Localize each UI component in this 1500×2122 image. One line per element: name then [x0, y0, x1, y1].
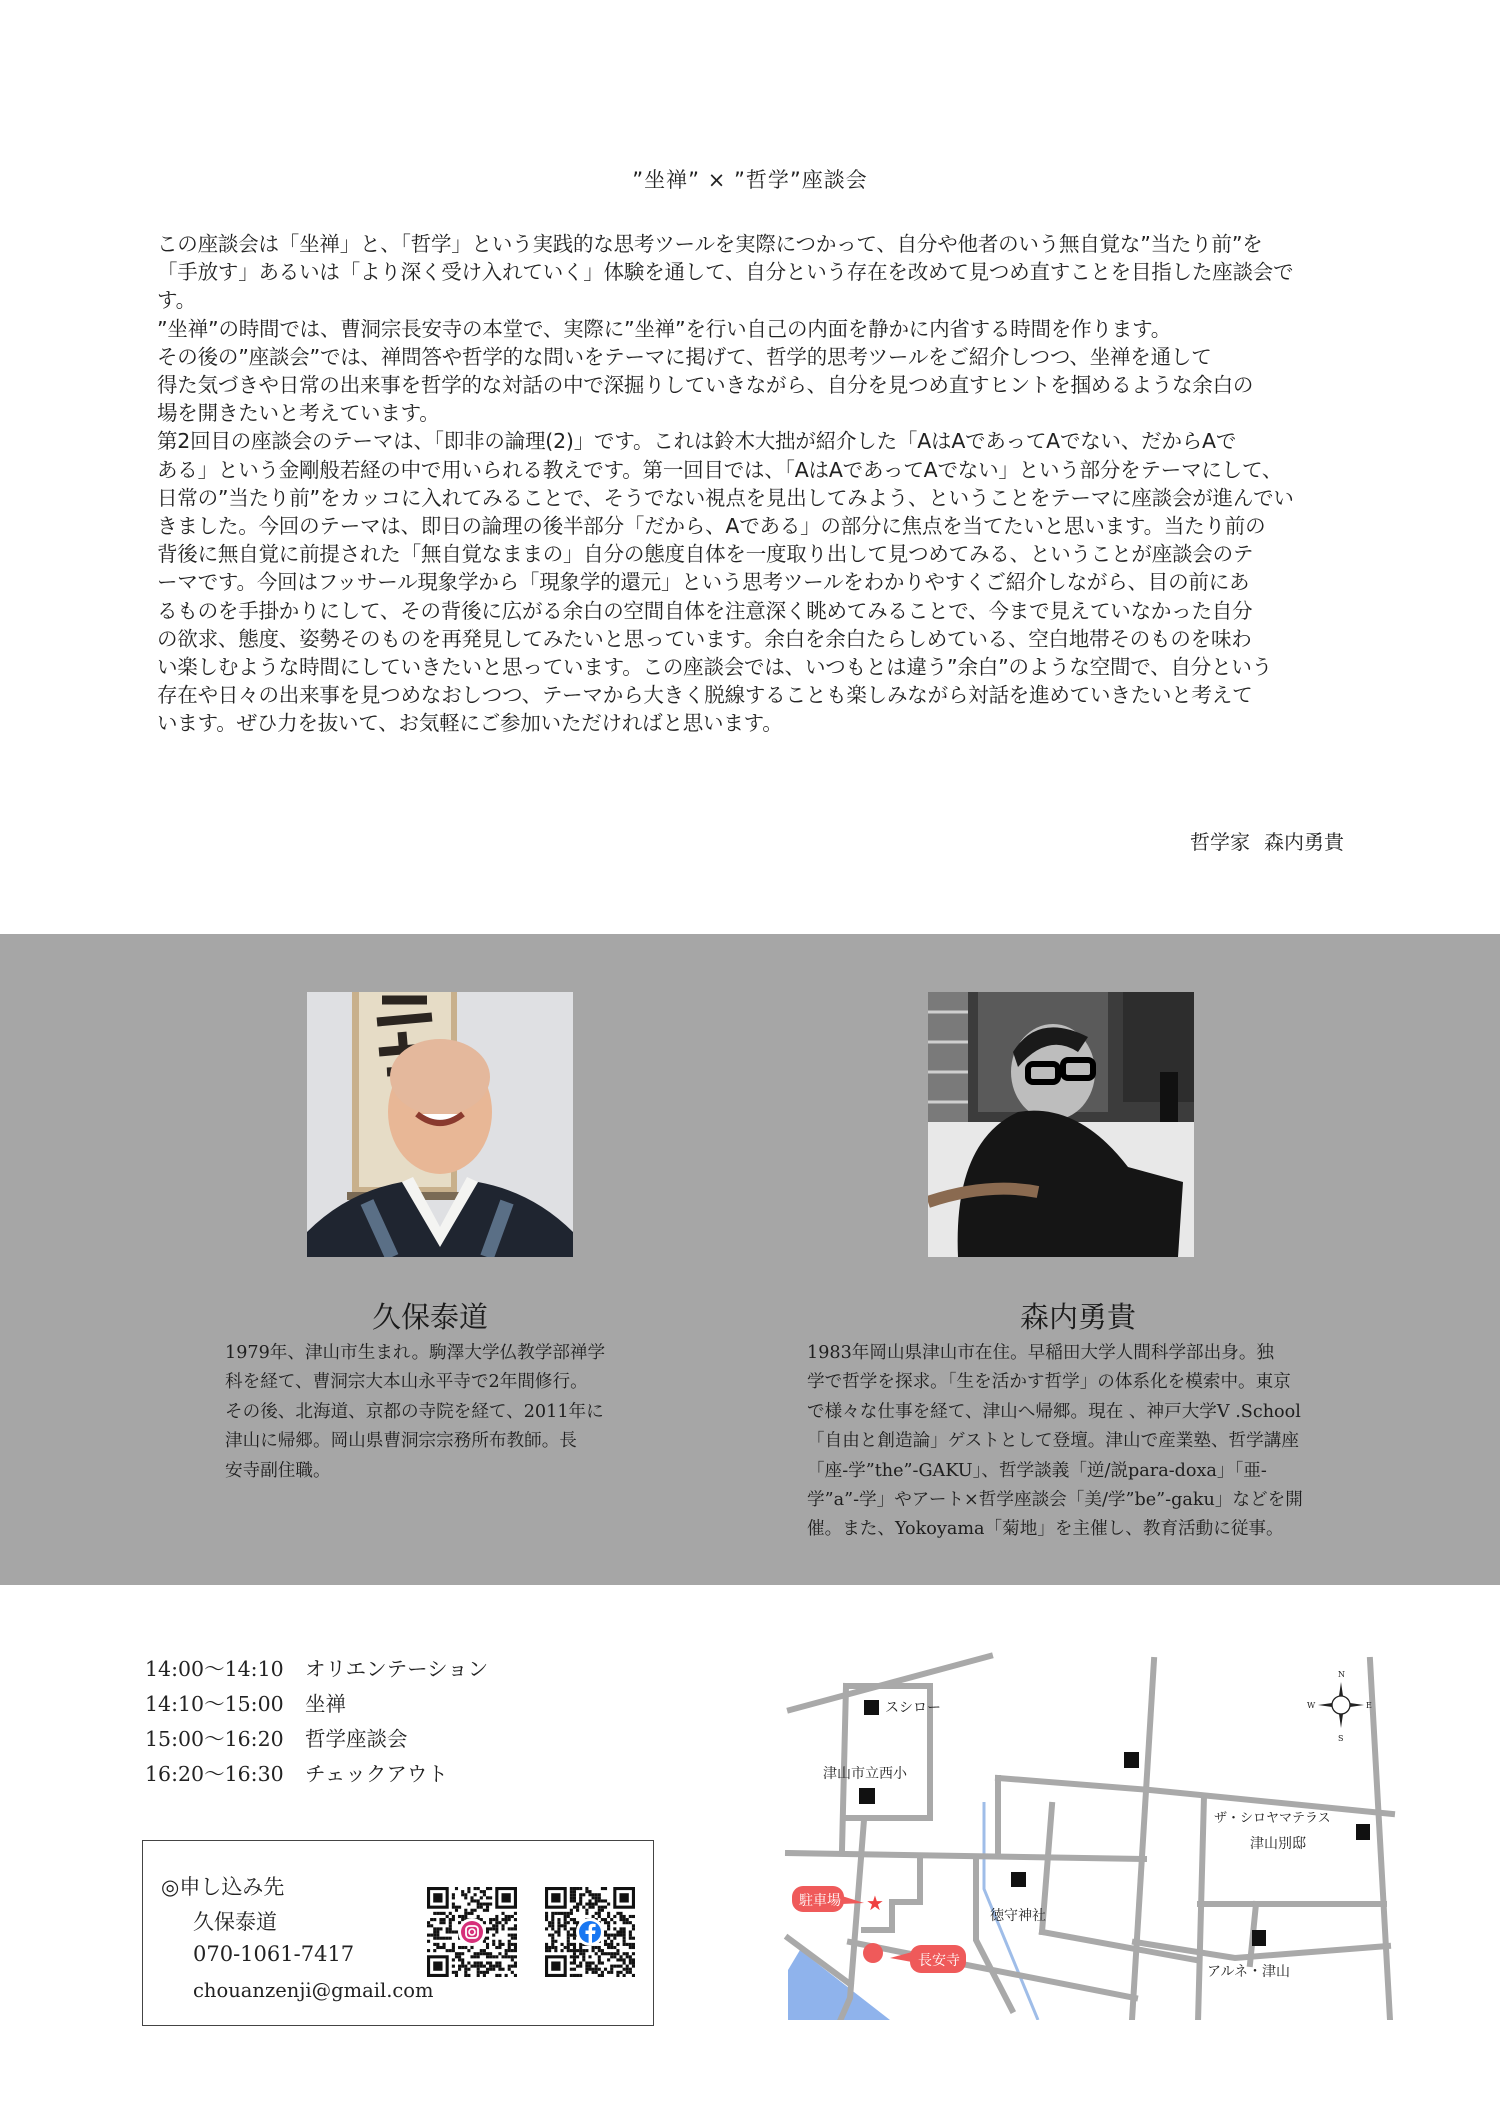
contact-name: 久保泰道 — [193, 1910, 277, 1934]
temple-callout — [863, 1943, 966, 1973]
intro-line: 「手放す」あるいは「より深く受け入れていく」体験を通して、自分という存在を改めて見つめ直すことを目指した座談会で — [157, 260, 1294, 285]
signature — [1190, 826, 1344, 855]
intro-line: るものを手掛かりにして、その背後に広がる余白の空間自体を注意深く眺めてみることで、今まで見えていなかった自分 — [157, 598, 1253, 623]
speaker-bio — [807, 1339, 1367, 1545]
map-canvas — [780, 1640, 1400, 2020]
intro-line: 存在や日々の出来事を見つめなおしつつ、テーマから大きく脱線することも楽しみながら対話を進めていきたいと考えて — [157, 683, 1253, 708]
intro-line: この座談会は「坐禅」と、「哲学」という実践的な思考ツールを実際につかって、自分や他者のいう無自覚な”当たり前”を — [157, 232, 1263, 256]
bio-line: 催。また、Yokoyama「菊地」を主催し、教育活動に従事。 — [807, 1519, 1284, 1540]
compass-e: E — [1366, 1701, 1372, 1710]
instagram-qr-code[interactable] — [427, 1887, 517, 1977]
bio-line: で様々な仕事を経て、津山へ帰郷。現在 、神戸大学V .School — [807, 1401, 1301, 1422]
bio-line: 学”a”-学」やアート×哲学座談会「美/学”be”-gaku」などを開 — [807, 1490, 1303, 1511]
facebook-qr-code[interactable] — [545, 1887, 635, 1977]
monk-portrait-image — [307, 992, 573, 1257]
facebook-icon — [545, 1887, 635, 1977]
schedule-time: 14:00〜14:10 — [145, 1657, 284, 1681]
schedule — [145, 1652, 488, 1792]
intro-line: い楽しむような時間にしていきたいと思っています。この座談会では、いつもとは違う”余白”のような空間で、自分という — [157, 655, 1272, 680]
intro-line: 第2回目の座談会のテーマは、「即非の論理(2)」です。これは鈴木大拙が紹介した「AはAであってAでない、だからAで — [157, 429, 1237, 454]
map-label-hotel-line1: ザ・シロヤマテラス — [1214, 1811, 1331, 1826]
schedule-row — [145, 1652, 488, 1687]
landmark-school — [859, 1788, 875, 1804]
schedule-row — [145, 1687, 488, 1722]
compass-s: S — [1338, 1734, 1344, 1743]
landmark-shrine — [1011, 1872, 1026, 1887]
speaker-photo-kubo — [307, 992, 573, 1257]
speaker-photo-moriuchi — [928, 992, 1194, 1257]
bio-line: 科を経て、曹洞宗大本山永平寺で2年間修行。 — [225, 1372, 588, 1393]
intro-line: きました。今回のテーマは、即日の論理の後半部分「だから、Aである」の部分に焦点を当てたいと思います。当たり前の — [157, 514, 1266, 539]
intro-line: 得た気づきや日常の出来事を哲学的な対話の中で深掘りしていきながら、自分を見つめ直すヒントを掴めるような余白の — [157, 373, 1254, 398]
parking-star-icon: ★ — [866, 1891, 884, 1915]
intro-line: います。ぜひ力を抜いて、お気軽にご参加いただければと思います。 — [157, 711, 783, 736]
map-label-shrine: 徳守神社 — [990, 1908, 1046, 1924]
intro-line: の欲求、態度、姿勢そのものを再発見してみたいと思っています。余白を余白たらしめている、空白地帯そのものを味わ — [157, 626, 1252, 651]
schedule-time: 15:00〜16:20 — [145, 1727, 284, 1751]
temple-marker-icon — [863, 1943, 883, 1963]
schedule-time: 14:10〜15:00 — [145, 1692, 284, 1716]
intro-line: す。 — [157, 288, 196, 313]
bio-line: 津山に帰郷。岡山県曹洞宗宗務所布教師。長 — [225, 1431, 577, 1452]
speaker-name: 久保泰道 — [372, 1300, 489, 1334]
contact-box — [142, 1840, 654, 2026]
speaker-bio — [225, 1339, 665, 1486]
intro-text — [157, 230, 1357, 738]
map-label-temple: 長安寺 — [918, 1953, 960, 1969]
intro-line: その後の”座談会”では、禅問答や哲学的な問いをテーマに掲げて、哲学的思考ツールをご紹介しつつ、坐禅を通して — [157, 344, 1212, 369]
schedule-activity: チェックアウト — [305, 1762, 448, 1786]
map-label-arne: アルネ・津山 — [1207, 1964, 1291, 1980]
signature-role: 哲学家 — [1190, 830, 1250, 854]
schedule-activity: 坐禅 — [305, 1692, 346, 1716]
map-label-parking: 駐車場 — [799, 1893, 841, 1909]
schedule-time: 16:20〜16:30 — [145, 1762, 284, 1786]
bio-line: 学で哲学を探求。「生を活かす哲学」の体系化を模索中。東京 — [807, 1372, 1291, 1393]
bio-line: 1983年岡山県津山市在住。早稲田大学人間科学部出身。独 — [807, 1343, 1275, 1363]
map-label-school: 津山市立西小 — [823, 1766, 907, 1782]
contact-email[interactable]: chouanzenji@gmail.com — [193, 1979, 434, 2002]
compass-n: N — [1338, 1670, 1345, 1679]
bio-line: 1979年、津山市生まれ。駒澤大学仏教学部禅学 — [225, 1343, 606, 1363]
contact-heading: ◎申し込み先 — [161, 1875, 285, 1899]
bio-line: 「自由と創造論」ゲストとして登壇。津山で産業塾、哲学講座 — [807, 1431, 1299, 1452]
landmark-sushiro — [864, 1700, 879, 1715]
bio-line: 「座-学”the”-GAKU」、哲学談義「逆/説para-doxa」「亜- — [807, 1460, 1267, 1481]
compass-icon — [1307, 1670, 1372, 1743]
compass-w: W — [1307, 1701, 1316, 1710]
signature-name: 森内勇貴 — [1264, 830, 1344, 854]
instagram-icon — [427, 1887, 517, 1977]
schedule-row — [145, 1757, 488, 1792]
intro-line: 背後に無自覚に前提された「無自覚なままの」自分の態度自体を一度取り出して見つめてみる、ということが座談会のテ — [157, 542, 1254, 567]
philosopher-portrait-image — [928, 992, 1194, 1257]
parking-callout — [792, 1886, 884, 1915]
page-title: ”坐禅” × ”哲学”座談会 — [632, 168, 868, 192]
speaker-name: 森内勇貴 — [1020, 1300, 1137, 1334]
intro-line: ある」という金剛般若経の中で用いられる教えです。第一回目では、「AはAであってAでない」という部分をテーマにして、 — [157, 457, 1283, 482]
intro-line: ”坐禅”の時間では、曹洞宗長安寺の本堂で、実際に”坐禅”を行い自己の内面を静かに内省する時間を作ります。 — [157, 316, 1172, 341]
landmark-hotel — [1356, 1824, 1370, 1840]
intro-line: 日常の”当たり前”をカッコに入れてみることで、そうでない視点を見出してみよう、ということをテーマに座談会が進んでい — [157, 485, 1294, 510]
map-label-hotel-line2: 津山別邸 — [1250, 1836, 1306, 1852]
schedule-activity: オリエンテーション — [305, 1657, 489, 1681]
bio-line: その後、北海道、京都の寺院を経て、2011年に — [225, 1401, 604, 1422]
schedule-activity: 哲学座談会 — [305, 1727, 408, 1751]
map-label-sushiro: スシロー — [885, 1700, 941, 1716]
schedule-row — [145, 1722, 488, 1757]
contact-phone[interactable]: 070-1061-7417 — [193, 1942, 355, 1966]
landmark-arne — [1252, 1930, 1266, 1946]
intro-line: 場を開きたいと考えています。 — [157, 401, 440, 426]
intro-line: ーマです。今回はフッサール現象学から「現象学的還元」という思考ツールをわかりやすくご紹介しながら、目の前にあ — [157, 570, 1250, 595]
bio-line: 安寺副住職。 — [225, 1460, 331, 1481]
access-map[interactable] — [780, 1640, 1400, 2020]
landmark-building — [1124, 1752, 1139, 1768]
